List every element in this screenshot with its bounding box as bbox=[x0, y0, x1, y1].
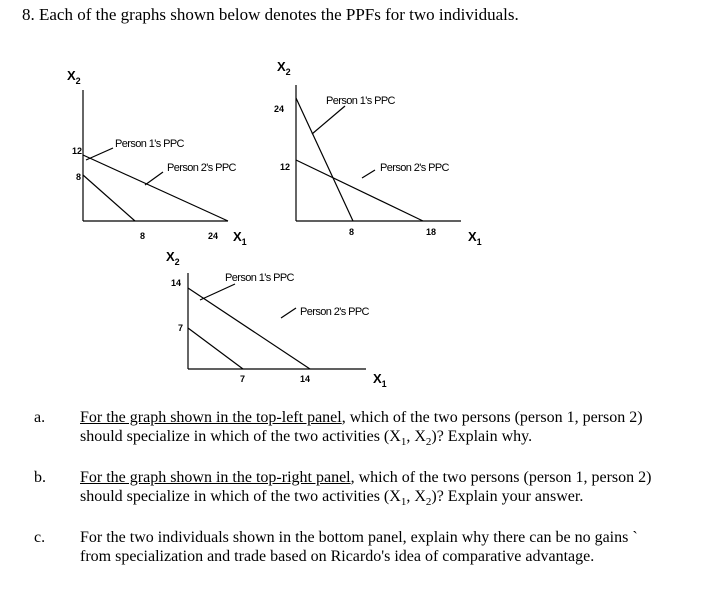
top-left-person2-ppc bbox=[83, 175, 135, 221]
question-c bbox=[0, 528, 711, 568]
top-right-person2-label: Person 2's PPC bbox=[380, 162, 449, 174]
top-left-y-axis-label: $X_2$ bbox=[67, 68, 81, 86]
question-c-line1: For the two individuals shown in the bottom panel, explain why there can be no gains ` bbox=[80, 529, 638, 546]
top-right-person2-pointer bbox=[362, 170, 375, 178]
question-b-letter: b. bbox=[34, 469, 46, 486]
top-left-person2-pointer bbox=[145, 172, 163, 185]
top-right-y-tick-24: 24 bbox=[274, 104, 285, 114]
question-a-line1-rest: , which of the two persons (person 1, person 2) bbox=[341, 409, 643, 426]
bottom-x-axis-label: $X_1$ bbox=[373, 371, 387, 389]
bottom-person1-label: Person 1's PPC bbox=[225, 272, 294, 284]
top-left-y-tick-8: 8 bbox=[76, 172, 82, 182]
bottom-y-tick-14: 14 bbox=[171, 278, 182, 288]
top-right-y-axis-label: $X_2$ bbox=[277, 59, 291, 77]
question-a-line2 bbox=[80, 427, 643, 452]
question-c-letter: c. bbox=[34, 529, 46, 546]
top-left-x-tick-24: 24 bbox=[208, 231, 219, 241]
top-left-person1-pointer bbox=[86, 148, 113, 160]
question-a-letter: a. bbox=[34, 409, 46, 426]
bottom-person2-label: Person 2's PPC bbox=[300, 306, 369, 318]
question-b-text bbox=[80, 468, 651, 512]
bottom-person2-ppc bbox=[188, 328, 243, 369]
question-title: 8. Each of the graphs shown below denotes the PPFs for two individuals. bbox=[22, 5, 519, 24]
bottom-person1-ppc bbox=[188, 288, 310, 369]
question-a-line2-text: should specialize in which of the two activities ($X_1$, $X_2$)? Explain why. bbox=[80, 428, 533, 449]
top-left-x-tick-8: 8 bbox=[140, 231, 146, 241]
question-c-text bbox=[80, 528, 638, 566]
top-right-person1-ppc bbox=[296, 98, 353, 221]
top-left-person2-label: Person 2's PPC bbox=[167, 162, 236, 174]
bottom-y-tick-7: 7 bbox=[178, 323, 184, 333]
question-b-underlined: For the graph shown in the top-right panel bbox=[80, 469, 351, 486]
question-b-line2 bbox=[80, 487, 651, 512]
top-right-person1-label: Person 1's PPC bbox=[326, 95, 395, 107]
top-left-x-axis-label: $X_1$ bbox=[233, 229, 247, 247]
question-b-line2-text: should specialize in which of the two activities ($X_1$, $X_2$)? Explain your answer. bbox=[80, 488, 584, 509]
question-a bbox=[0, 408, 711, 448]
top-right-y-tick-12: 12 bbox=[280, 162, 291, 172]
question-a-text bbox=[80, 408, 643, 452]
top-right-person1-pointer bbox=[312, 106, 345, 134]
bottom-x-tick-14: 14 bbox=[300, 374, 311, 384]
bottom-person1-pointer bbox=[200, 284, 235, 300]
question-c-line2: from specialization and trade based on Ricardo's idea of comparative advantage. bbox=[80, 548, 595, 565]
question-a-underlined: For the graph shown in the top-left panel bbox=[80, 409, 342, 426]
bottom-y-axis-label: $X_2$ bbox=[166, 249, 180, 267]
top-left-person1-label: Person 1's PPC bbox=[115, 138, 184, 150]
bottom-panel bbox=[188, 273, 366, 369]
question-b bbox=[0, 468, 711, 508]
question-b-line1-rest: , which of the two persons (person 1, person 2) bbox=[350, 469, 652, 486]
bottom-person2-pointer bbox=[281, 308, 296, 318]
top-right-x-tick-8: 8 bbox=[349, 227, 355, 237]
bottom-x-tick-7: 7 bbox=[240, 374, 246, 384]
top-right-x-axis-label: $X_1$ bbox=[468, 229, 482, 247]
top-right-x-tick-18: 18 bbox=[426, 227, 437, 237]
top-left-panel bbox=[83, 90, 228, 221]
top-left-y-tick-12: 12 bbox=[72, 146, 83, 156]
